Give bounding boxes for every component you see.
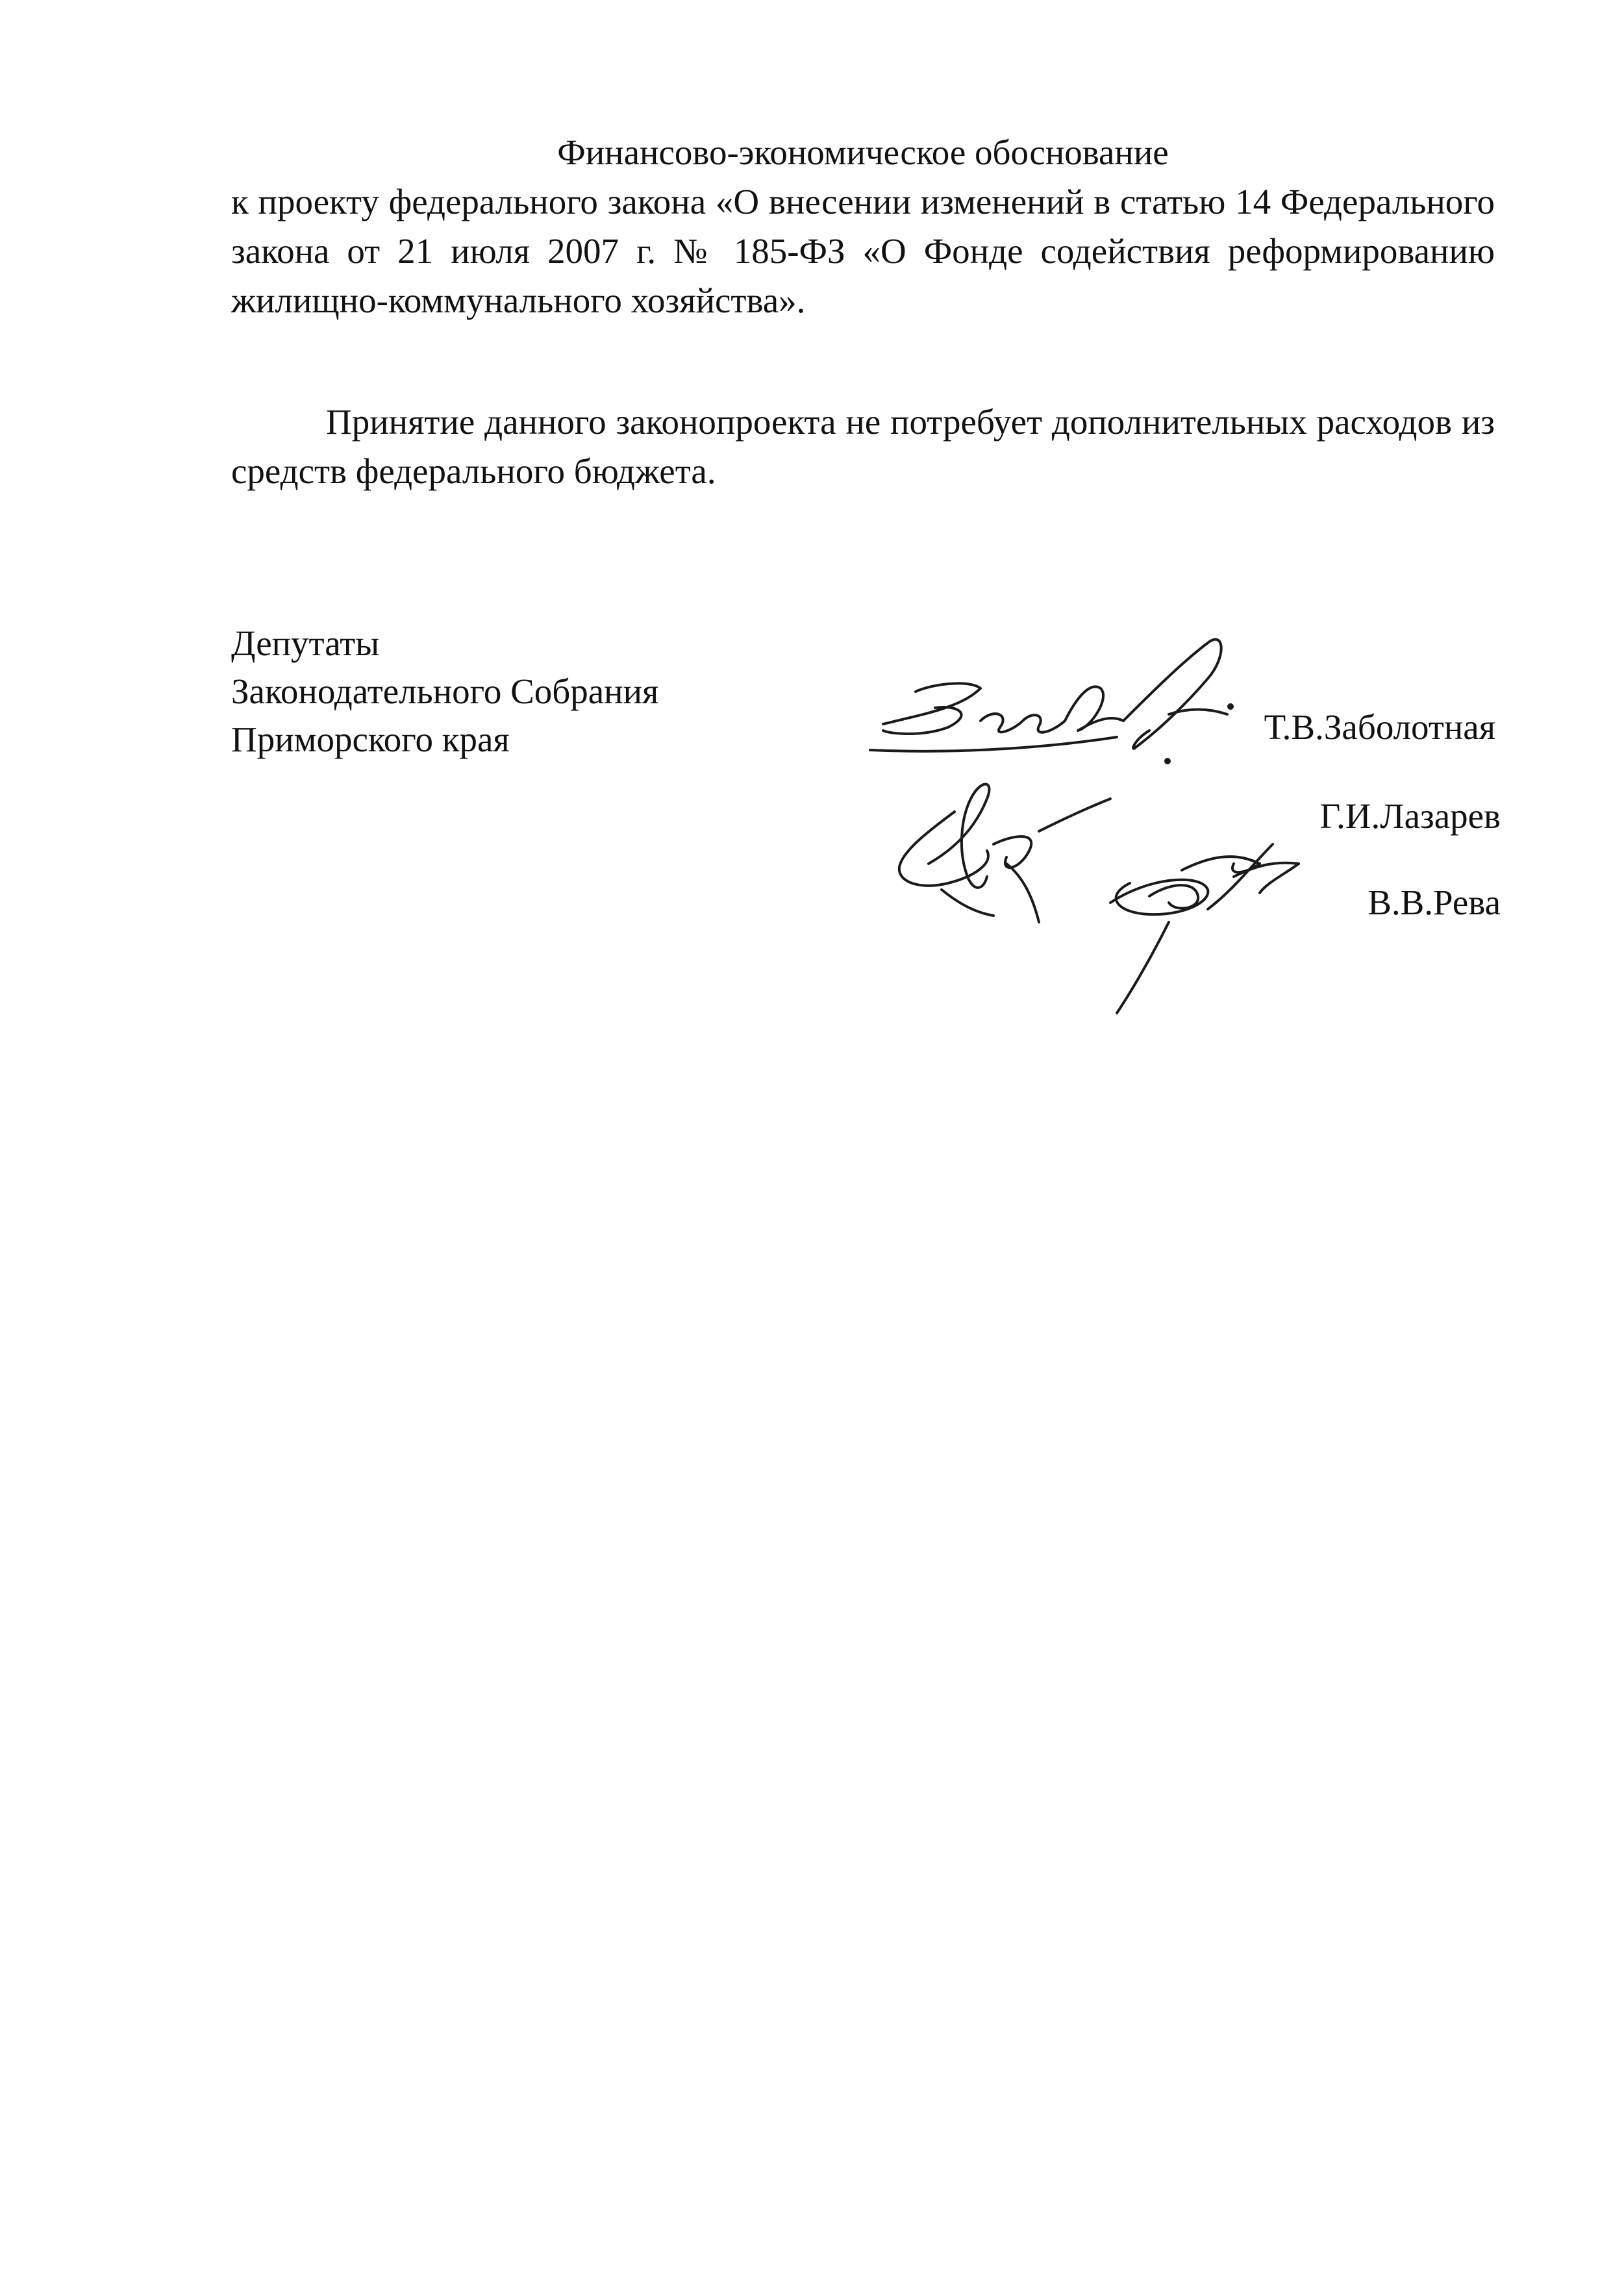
body-paragraph: Принятие данного законопроекта не потребует дополнительных расходов из средств федерального бюджета. (231, 402, 1495, 491)
signer-reva: В.В.Рева (1368, 883, 1501, 922)
deputies-line-3: Приморского края (231, 720, 510, 759)
signer-lazarev: Г.И.Лазарев (1319, 796, 1501, 836)
signature-zabolotnaya (870, 640, 1232, 763)
document-title: Финансово-экономическое обоснование (557, 132, 1169, 172)
signature-reva (1110, 844, 1299, 1013)
deputies-line-1: Депутаты (231, 623, 380, 663)
signer-zabolotnaya: Т.В.Заболотная (1264, 707, 1495, 747)
signature-lazarev (899, 784, 1110, 923)
document-subtitle: к проекту федерального закона «О внесении изменений в статью 14 Федерального закона от 21 июля 2007 г. № 185-ФЗ «О Фонде содействия реформированию жилищно-коммунального хозяйства». (231, 182, 1495, 320)
deputies-line-2: Законодательного Собрания (231, 671, 659, 711)
deputies-block (231, 620, 658, 764)
